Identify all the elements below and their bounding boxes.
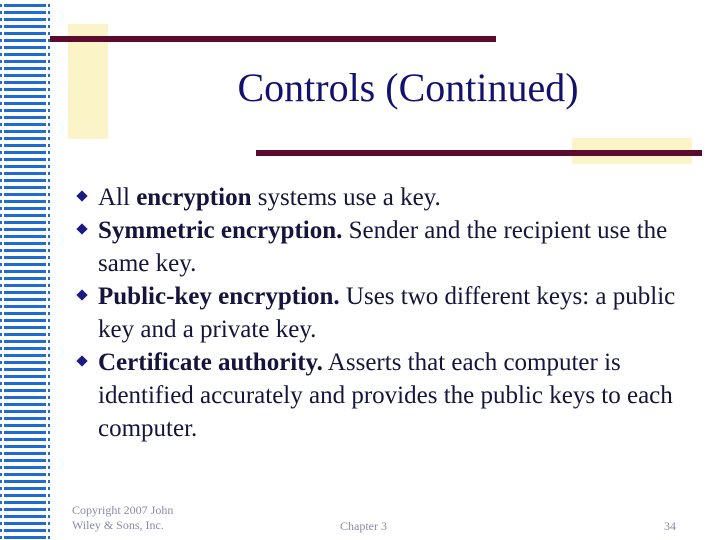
bullet-item-certificate-authority [78, 346, 688, 445]
copyright-line-2: Wiley & Sons, Inc. [72, 518, 164, 532]
footer-chapter: Chapter 3 [340, 519, 387, 533]
bullet-item-public-key [78, 280, 688, 346]
bullet-term: Symmetric encryption. [98, 217, 343, 244]
diamond-bullet-icon [76, 289, 87, 300]
footer-copyright [72, 503, 173, 533]
bullet-text: Sender and the recipient use the same key. [98, 217, 668, 277]
bullet-term: Public-key encryption. [98, 283, 340, 310]
decorative-stripe-band [0, 0, 50, 540]
bullet-item-symmetric [78, 214, 688, 280]
title-rule-top [50, 36, 496, 42]
bullet-text: Asserts that each computer is identified accurately and provides the public keys to each computer. [98, 349, 673, 442]
bullet-text: systems use a key. [251, 184, 441, 211]
bullet-prefix: All [98, 184, 137, 211]
diamond-bullet-icon [76, 190, 87, 201]
copyright-line-1: Copyright 2007 John [72, 503, 174, 517]
diamond-bullet-icon [76, 223, 87, 234]
bullet-term: encryption [136, 184, 252, 211]
bullet-term: Certificate authority. [98, 349, 323, 376]
title-rule-bottom [256, 150, 702, 156]
bullet-text: Uses two different keys: a public key and a private key. [98, 283, 676, 343]
bullet-item-encryption [78, 181, 688, 214]
footer-page-number: 34 [664, 519, 676, 533]
slide-title: Controls (Continued) [237, 65, 579, 110]
diamond-bullet-icon [76, 355, 87, 366]
bullet-list [78, 181, 688, 445]
